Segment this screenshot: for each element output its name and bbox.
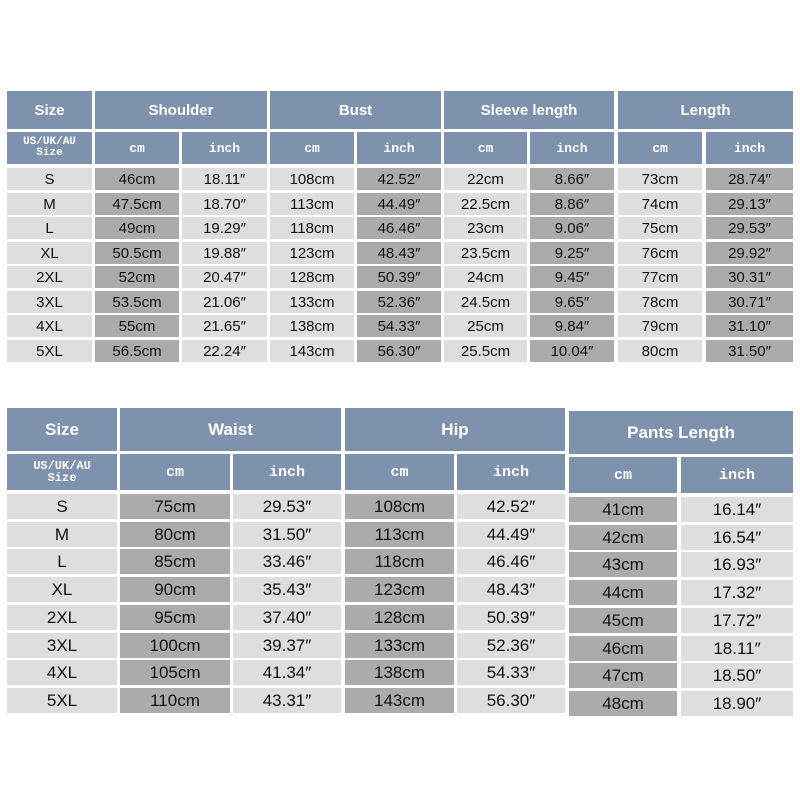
shoulder-inch-cell: 21.06″ [182,291,267,313]
hip-inch-header: inch [457,454,565,490]
waist-inch-cell: 31.50″ [233,522,341,547]
length-cm-header: cm [618,132,702,164]
sleeve-length-cm-cell: 25.5cm [444,340,527,362]
size-header: Size [7,91,92,129]
shoulder-inch-cell: 22.24″ [182,340,267,362]
waist-inch-cell: 43.31″ [233,688,341,713]
shoulder-header: Shoulder [95,91,267,129]
pants-length-cm-cell: 41cm [569,497,677,522]
sleeve-length-cm-cell: 22.5cm [444,193,527,215]
waist-cm-cell: 90cm [120,577,230,602]
length-cm-cell: 76cm [618,242,702,264]
bust-inch-cell: 50.39″ [357,266,441,288]
hip-inch-cell: 52.36″ [457,633,565,658]
sleeve-length-inch-header: inch [530,132,614,164]
sleeve-length-cm-cell: 22cm [444,168,527,190]
pants-length-inch-cell: 18.90″ [681,691,793,716]
length-header: Length [618,91,793,129]
length-cm-cell: 73cm [618,168,702,190]
length-cm-cell: 77cm [618,266,702,288]
waist-cm-cell: 95cm [120,605,230,630]
length-inch-cell: 30.71″ [706,291,793,313]
length-cm-cell: 78cm [618,291,702,313]
hip-cm-cell: 133cm [345,633,454,658]
bust-inch-cell: 42.52″ [357,168,441,190]
size-cell: L [7,217,92,239]
bust-cm-cell: 138cm [270,315,354,337]
bust-cm-cell: 123cm [270,242,354,264]
length-cm-cell: 80cm [618,340,702,362]
bust-cm-cell: 118cm [270,217,354,239]
hip-cm-cell: 118cm [345,549,454,574]
size-region-label-line1: US/UK/AU [23,136,76,148]
bust-cm-cell: 128cm [270,266,354,288]
bust-inch-header: inch [357,132,441,164]
size-region-label-line2: Size [47,471,77,485]
waist-header: Waist [120,408,341,451]
pants-length-cm-cell: 44cm [569,580,677,605]
hip-inch-cell: 56.30″ [457,688,565,713]
shoulder-cm-cell: 46cm [95,168,179,190]
sleeve-length-cm-header: cm [444,132,527,164]
shoulder-cm-cell: 55cm [95,315,179,337]
bust-inch-cell: 52.36″ [357,291,441,313]
sleeve-length-header: Sleeve length [444,91,614,129]
bust-inch-cell: 56.30″ [357,340,441,362]
shoulder-cm-cell: 53.5cm [95,291,179,313]
shoulder-cm-cell: 52cm [95,266,179,288]
pants-length-cm-cell: 47cm [569,663,677,688]
size-cell: S [7,168,92,190]
sleeve-length-cm-cell: 23.5cm [444,242,527,264]
shoulder-cm-cell: 47.5cm [95,193,179,215]
bust-inch-cell: 44.49″ [357,193,441,215]
size-region-label-line2: Size [36,147,63,159]
bust-cm-cell: 113cm [270,193,354,215]
pants-length-inch-cell: 16.54″ [681,525,793,550]
waist-inch-cell: 39.37″ [233,633,341,658]
bust-cm-header: cm [270,132,354,164]
size-cell: 5XL [7,688,117,713]
shoulder-cm-header: cm [95,132,179,164]
pants-length-cm-cell: 48cm [569,691,677,716]
shoulder-inch-cell: 21.65″ [182,315,267,337]
pants-length-cm-cell: 43cm [569,552,677,577]
size-cell: 5XL [7,340,92,362]
pants-length-cm-cell: 42cm [569,525,677,550]
size-cell: L [7,549,117,574]
pants-length-header: Pants Length [569,411,793,454]
sleeve-length-cm-cell: 23cm [444,217,527,239]
shoulder-inch-cell: 20.47″ [182,266,267,288]
pants-length-cm-header: cm [569,457,677,493]
waist-inch-cell: 41.34″ [233,660,341,685]
waist-cm-cell: 110cm [120,688,230,713]
size-cell: XL [7,242,92,264]
bust-cm-cell: 143cm [270,340,354,362]
pants-length-inch-cell: 16.14″ [681,497,793,522]
size-header: Size [7,408,117,451]
pants-length-cm-cell: 45cm [569,608,677,633]
length-inch-cell: 30.31″ [706,266,793,288]
hip-inch-cell: 44.49″ [457,522,565,547]
waist-inch-cell: 29.53″ [233,494,341,519]
sleeve-length-inch-cell: 9.65″ [530,291,614,313]
size-cell: 4XL [7,660,117,685]
length-inch-cell: 28.74″ [706,168,793,190]
size-cell: M [7,193,92,215]
size-cell: XL [7,577,117,602]
waist-cm-cell: 100cm [120,633,230,658]
hip-inch-cell: 50.39″ [457,605,565,630]
waist-inch-cell: 35.43″ [233,577,341,602]
pants-length-inch-cell: 17.72″ [681,608,793,633]
size-cell: 4XL [7,315,92,337]
hip-cm-cell: 128cm [345,605,454,630]
sleeve-length-cm-cell: 24.5cm [444,291,527,313]
length-cm-cell: 74cm [618,193,702,215]
length-inch-cell: 29.13″ [706,193,793,215]
length-inch-header: inch [706,132,793,164]
hip-inch-cell: 48.43″ [457,577,565,602]
sleeve-length-cm-cell: 25cm [444,315,527,337]
sleeve-length-inch-cell: 8.66″ [530,168,614,190]
pants-length-inch-cell: 18.50″ [681,663,793,688]
waist-cm-cell: 85cm [120,549,230,574]
bust-cm-cell: 108cm [270,168,354,190]
sleeve-length-inch-cell: 9.06″ [530,217,614,239]
shoulder-cm-cell: 49cm [95,217,179,239]
waist-cm-cell: 80cm [120,522,230,547]
hip-inch-cell: 42.52″ [457,494,565,519]
pants-length-cm-cell: 46cm [569,636,677,661]
size-cell: 2XL [7,266,92,288]
pants-length-inch-cell: 16.93″ [681,552,793,577]
shoulder-cm-cell: 50.5cm [95,242,179,264]
hip-cm-cell: 108cm [345,494,454,519]
length-inch-cell: 31.50″ [706,340,793,362]
shoulder-inch-cell: 19.88″ [182,242,267,264]
size-cell: 3XL [7,291,92,313]
size-cell: S [7,494,117,519]
shoulder-inch-header: inch [182,132,267,164]
hip-cm-cell: 113cm [345,522,454,547]
shoulder-cm-cell: 56.5cm [95,340,179,362]
size-cell: 2XL [7,605,117,630]
sleeve-length-inch-cell: 9.25″ [530,242,614,264]
waist-inch-header: inch [233,454,341,490]
bust-inch-cell: 46.46″ [357,217,441,239]
waist-inch-cell: 37.40″ [233,605,341,630]
sleeve-length-inch-cell: 9.84″ [530,315,614,337]
length-cm-cell: 79cm [618,315,702,337]
length-inch-cell: 31.10″ [706,315,793,337]
bust-cm-cell: 133cm [270,291,354,313]
hip-header: Hip [345,408,565,451]
bust-inch-cell: 48.43″ [357,242,441,264]
size-cell: 3XL [7,633,117,658]
size-region-label [7,454,117,490]
waist-cm-cell: 105cm [120,660,230,685]
hip-cm-cell: 138cm [345,660,454,685]
hip-cm-cell: 143cm [345,688,454,713]
sleeve-length-inch-cell: 8.86″ [530,193,614,215]
bust-inch-cell: 54.33″ [357,315,441,337]
shoulder-inch-cell: 18.11″ [182,168,267,190]
bust-header: Bust [270,91,441,129]
waist-cm-header: cm [120,454,230,490]
length-cm-cell: 75cm [618,217,702,239]
sleeve-length-inch-cell: 10.04″ [530,340,614,362]
waist-inch-cell: 33.46″ [233,549,341,574]
pants-length-inch-cell: 17.32″ [681,580,793,605]
hip-inch-cell: 54.33″ [457,660,565,685]
hip-cm-header: cm [345,454,454,490]
hip-inch-cell: 46.46″ [457,549,565,574]
shoulder-inch-cell: 18.70″ [182,193,267,215]
sleeve-length-cm-cell: 24cm [444,266,527,288]
length-inch-cell: 29.53″ [706,217,793,239]
size-region-label-line1: US/UK/AU [33,459,91,473]
pants-length-inch-cell: 18.11″ [681,636,793,661]
size-cell: M [7,522,117,547]
waist-cm-cell: 75cm [120,494,230,519]
pants-length-inch-header: inch [681,457,793,493]
sleeve-length-inch-cell: 9.45″ [530,266,614,288]
shoulder-inch-cell: 19.29″ [182,217,267,239]
length-inch-cell: 29.92″ [706,242,793,264]
hip-cm-cell: 123cm [345,577,454,602]
